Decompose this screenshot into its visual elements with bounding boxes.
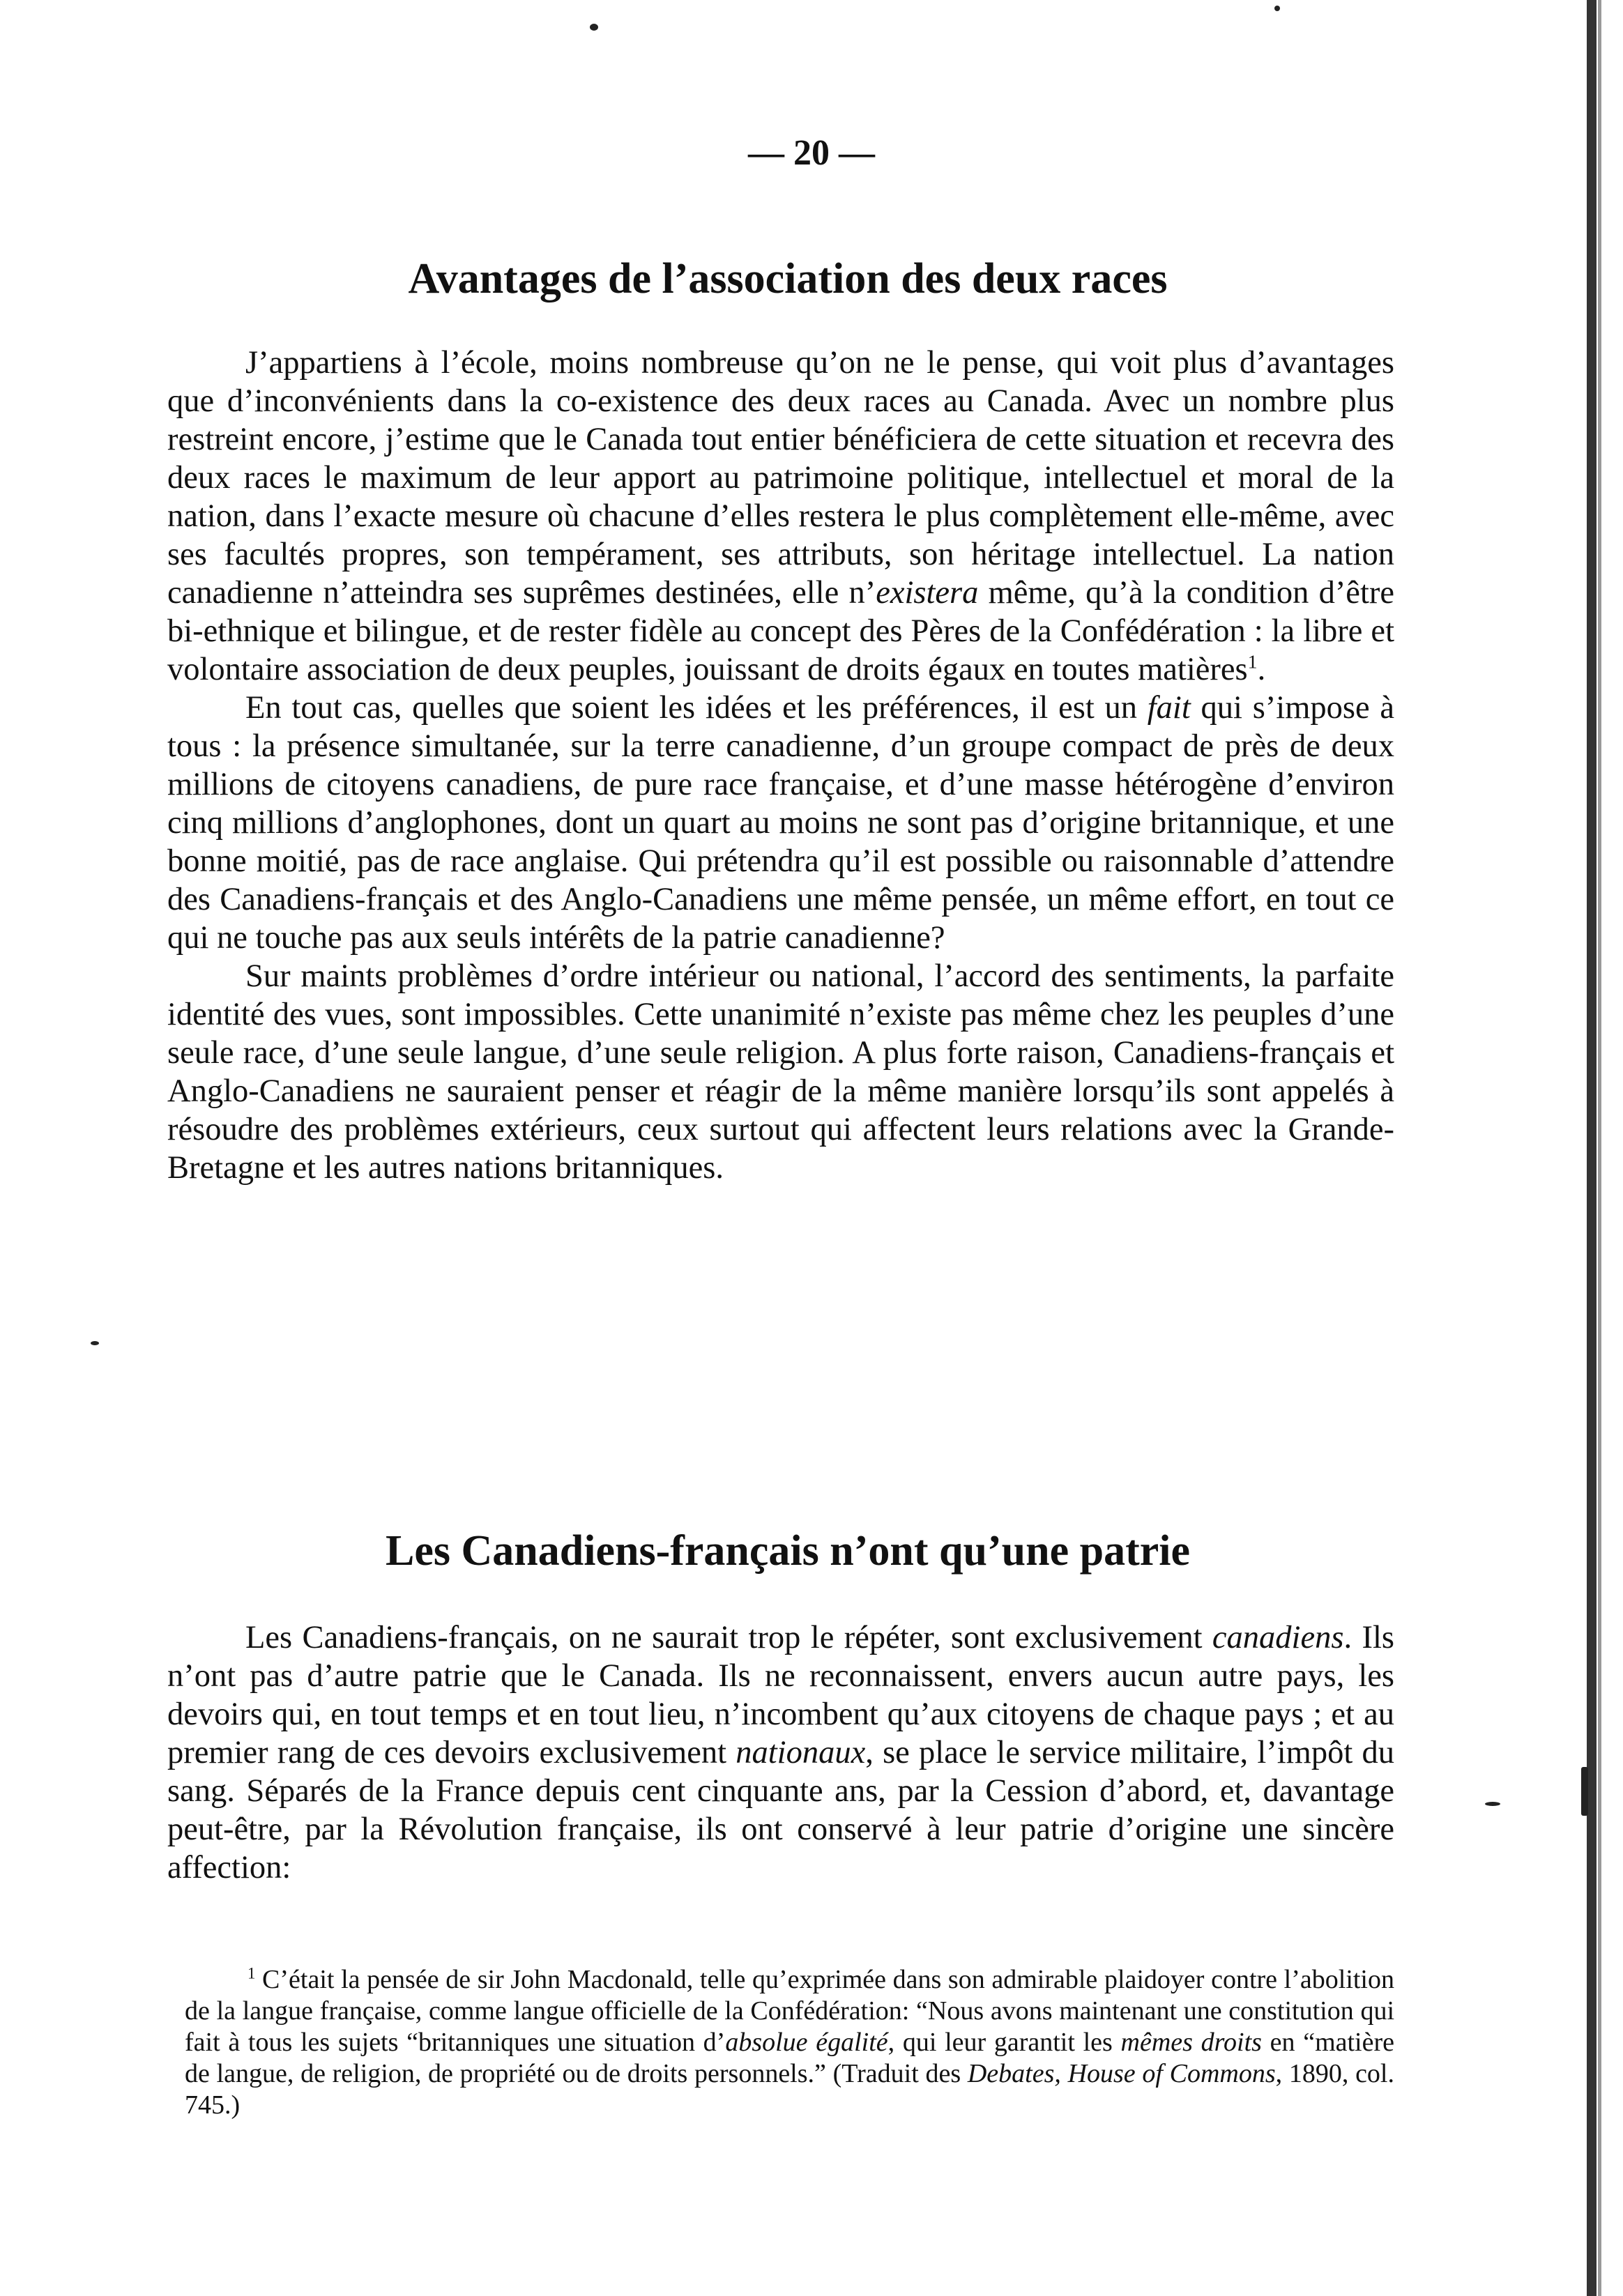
paragraph-text: . bbox=[1257, 652, 1266, 687]
paragraph-text: . Ils n’ont pas d’autre patrie que le Canada. Ils ne reconnaissent, envers aucun autre pays, les devoirs qui, en tout temps et en tout lieu, n’incombent qu’aux citoyens de chaque pays ; et au premier rang de ces devoirs exclusivement bbox=[167, 1620, 1395, 1770]
scan-speck bbox=[1274, 6, 1280, 11]
paragraph-text: qui s’impose à tous : la présence simultanée, sur la terre canadienne, d’un groupe compact de près de deux millions de citoyens canadiens, de pure race française, et d’une masse hétérogène d’environ cinq millions d’anglophones, dont un quart au moins ne sont pas d’origine britannique, et une bonne moitié, pas de race anglaise. Qui prétendra qu’il est possible ou raisonnable d’attendre des Canadiens-français et des Anglo-Canadiens une même pensée, un même effort, en tout ce qui ne touche pas aux seuls intérêts de la patrie canadienne? bbox=[167, 690, 1395, 956]
section-title-avantages: Avantages de l’association des deux races bbox=[408, 255, 1168, 303]
book-binding-edge bbox=[1587, 0, 1597, 2296]
paragraph-text: même, qu’à la condition d’être bi-ethnique et bilingue, et de rester fidèle au concept des Pères de la Confédération : la libre et volontaire association de deux peuples, jouissant de droits égaux en toutes matières bbox=[167, 575, 1394, 687]
paragraph bbox=[167, 344, 1394, 689]
page-edge-shadow bbox=[1598, 0, 1601, 2296]
scan-speck bbox=[1581, 1767, 1588, 1816]
section-body-avantages bbox=[167, 344, 1394, 1187]
paragraph-text: , se place le service militaire, l’impôt du sang. Séparés de la France depuis cent cinquante ans, par la Cession d’abord, et, davantage peut-être, par la Révolution française, ils ont conservé à leur patrie d’origine une sincère affection: bbox=[167, 1735, 1394, 1885]
emphasis-text: Debates, House of Commons bbox=[967, 2059, 1276, 2088]
section-title-patrie: Les Canadiens-français n’ont qu’une patrie bbox=[386, 1527, 1190, 1575]
footnote-text: , qui leur garantit les bbox=[887, 2028, 1121, 2057]
paragraph-text: En tout cas, quelles que soient les idées et les préférences, il est un bbox=[245, 690, 1148, 726]
paragraph bbox=[167, 689, 1394, 957]
emphasis-text: existera bbox=[876, 575, 979, 611]
paragraph-text: J’appartiens à l’école, moins nombreuse qu’on ne le pense, qui voit plus d’avantages que d’inconvénients dans la co-existence des deux races au Canada. Avec un nombre plus restreint encore, j’estime que le Canada tout entier bénéficiera de cette situation et recevra des deux races le maximum de leur apport au patrimoine politique, intellectuel et moral de la nation, dans l’exacte mesure où chacune d’elles restera le plus complètement elle-même, avec ses facultés propres, son tempérament, ses attributs, son héritage intellectuel. La nation canadienne n’atteindra ses suprêmes destinées, elle n’ bbox=[167, 345, 1394, 611]
footnote-text: , 1890, col. 745.) bbox=[185, 2059, 1394, 2120]
page-number: — 20 — bbox=[748, 133, 875, 173]
footnote bbox=[185, 1964, 1394, 2121]
scan-speck bbox=[590, 24, 598, 31]
emphasis-text: mêmes droits bbox=[1120, 2028, 1262, 2057]
scan-speck bbox=[91, 1341, 99, 1345]
footnote-text: en “matière de langue, de religion, de propriété ou de droits personnels.” (Traduit des bbox=[185, 2028, 1394, 2088]
paragraph-text: Les Canadiens-français, on ne saurait trop le répéter, sont exclusivement bbox=[245, 1620, 1212, 1655]
paragraph bbox=[167, 1618, 1394, 1887]
scan-speck bbox=[1485, 1802, 1500, 1806]
section-body-patrie bbox=[167, 1618, 1394, 1887]
footnote-text: C’était la pensée de sir John Macdonald, telle qu’exprimée dans son admirable plaidoyer contre l’abolition de la langue française, comme langue officielle de la Confédération: “Nous avons maintenant une constitution qui fait à tous les sujets “britanniques une situation d’ bbox=[185, 1965, 1394, 2057]
emphasis-text: canadiens bbox=[1212, 1620, 1344, 1655]
paragraph: Sur maints problèmes d’ordre intérieur ou national, l’accord des sentiments, la parfaite identité des vues, sont impossibles. Cette unanimité n’existe pas même chez les peuples d’une seule race, d’une seule langue, d’une seule religion. A plus forte raison, Canadiens-français et Anglo-Canadiens ne sauraient penser et réagir de la même manière lorsqu’ils sont appelés à résoudre des problèmes extérieurs, ceux surtout qui affectent leurs relations avec la Grande-Bretagne et les autres nations britanniques. bbox=[167, 958, 1394, 1186]
footnote-marker: 1 bbox=[247, 1964, 256, 1982]
footnote-reference: 1 bbox=[1247, 651, 1258, 673]
emphasis-text: absolue égalité bbox=[725, 2028, 888, 2057]
emphasis-text: fait bbox=[1147, 690, 1191, 726]
emphasis-text: nationaux bbox=[736, 1735, 866, 1770]
